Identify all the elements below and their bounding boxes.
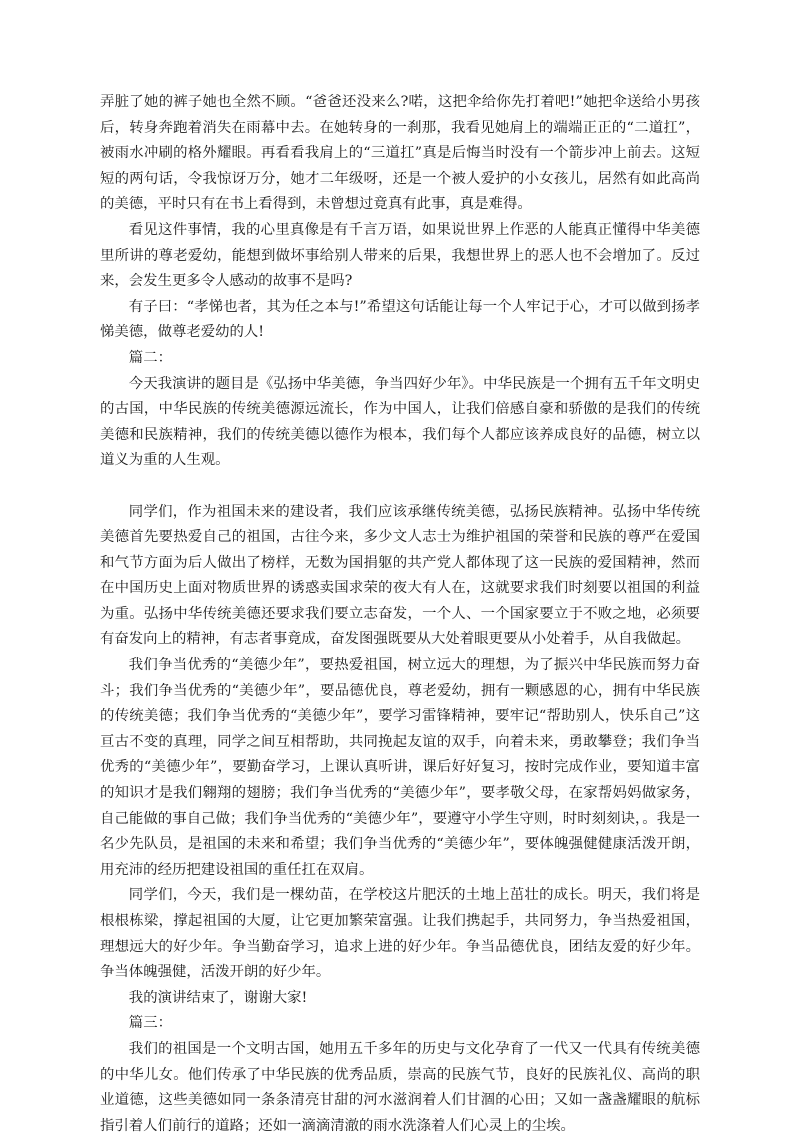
paragraph-speech-list: 我们争当优秀的“美德少年”，要热爱祖国，树立远大的理想，为了振兴中华民族而努力奋斗；我们争当优秀的“美德少年”，要品德优良，尊老爱幼，拥有一颗感恩的心，拥有中华民族的传统美德；我们争当优秀的“美德少年”，要学习雷锋精神，要牢记“帮助别人，快乐自己”这亘古不变的真理，同学之间互相帮助，共同挽起友谊的双手，向着未来，勇敢攀登；我们争当优秀的“美德少年”，要勤奋学习，上课认真听讲，课后好好复习，按时完成作业，要知道丰富的知识才是我们翱翔的翅膀；我们争当优秀的“美德少年”，要孝敬父母，在家帮妈妈做家务，自己能做的事自己做；我们争当优秀的“美德少年”，要遵守小学生守则，时时刻刻诀，。我是一名少先队员，是祖国的未来和希望；我们争当优秀的“美德少年”，要体魄强健健康活泼开朗，用充沛的经历把建设祖国的重任扛在双肩。 — [100, 657, 700, 878]
section-heading-2: 篇二： — [128, 349, 172, 366]
paragraph-speech-body: 同学们，作为祖国未来的建设者，我们应该承继传统美德，弘扬民族精神。弘扬中华传统美德首先要热爱自己的祖国，古往今来，多少文人志士为维护祖国的荣誉和民族的尊严在爱国和气节方面为后人做出了榜样，无数为国捐躯的共产党人都体现了这一民族的爱国精神，然而在中国历史上面对物质世界的诱惑卖国求荣的夜大有人在，这就要求我们时刻要以祖国的利益为重。弘扬中华传统美德还要求我们要立志奋发，一个人、一个国家要立于不败之地，必须要有奋发向上的精神，有志者事竟成，奋发图强既要从大处着眼更要从小处着手，从自我做起。 — [100, 503, 700, 648]
section-heading-3: 篇三： — [128, 1015, 172, 1032]
paragraph-reflection: 看见这件事情，我的心里真像是有千言万语，如果说世界上作恶的人能真正懂得中华美德里所讲的尊老爱幼，能想到做坏事给别人带来的后果，我想世界上的恶人也不会增加了。反过来，会发生更多令人感动的故事不是吗? — [100, 221, 700, 290]
paragraph-quote: 有子曰：“孝悌也者，其为任之本与!”希望这句话能让每一个人牢记于心，才可以做到扬孝悌美德，做尊老爱幼的人! — [100, 298, 700, 341]
paragraph-continuation: 弄脏了她的裤子她也全然不顾。“爸爸还没来么?喏，这把伞给你先打着吧!”她把伞送给小男孩后，转身奔跑着消失在雨幕中去。在她转身的一刹那，我看见她肩上的端端正正的“二道扛”，被雨水冲刷的格外耀眼。再看看我肩上的“三道扛”真是后悔当时没有一个箭步冲上前去。这短短的两句话，令我惊讶万分，她才二年级呀，还是一个被人爱护的小女孩儿，居然有如此高尚的美德，平时只有在书上看得到，未曾想过竟真有此事，真是难得。 — [100, 94, 700, 213]
paragraph-speech-end: 我的演讲结束了，谢谢大家! — [128, 989, 308, 1006]
paragraph-section3-intro: 我们的祖国是一个文明古国，她用五千多年的历史与文化孕育了一代又一代具有传统美德的中华儿女。他们传承了中华民族的优秀品质，崇高的民族气节，良好的民族礼仪、高尚的职业道德，这些美德如同一条条清亮甘甜的河水滋润着人们甘涸的心田；又如一盏盏耀眼的航标指引着人们前行的道路；还如一滴滴清澈的雨水洗涤着人们心灵上的尘埃。 — [100, 1040, 700, 1134]
paragraph-speech-conclusion: 同学们，今天，我们是一棵幼苗，在学校这片肥沃的土地上茁壮的成长。明天，我们将是根根栋梁，撑起祖国的大厦，让它更加繁荣富强。让我们携起手，共同努力，争当热爱祖国，理想远大的好少年。争当勤奋学习，追求上进的好少年。争当品德优良，团结友爱的好少年。争当体魄强健，活泼开朗的好少年。 — [100, 887, 700, 981]
paragraph-speech-intro: 今天我演讲的题目是《弘扬中华美德，争当四好少年》。中华民族是一个拥有五千年文明史的古国，中华民族的传统美德源远流长，作为中国人，让我们倍感自豪和骄傲的是我们的传统美德和民族精神，我们的传统美德以德作为根本，我们每个人都应该养成良好的品德，树立以道义为重的人生观。 — [100, 375, 700, 469]
document-page — [100, 90, 700, 1139]
